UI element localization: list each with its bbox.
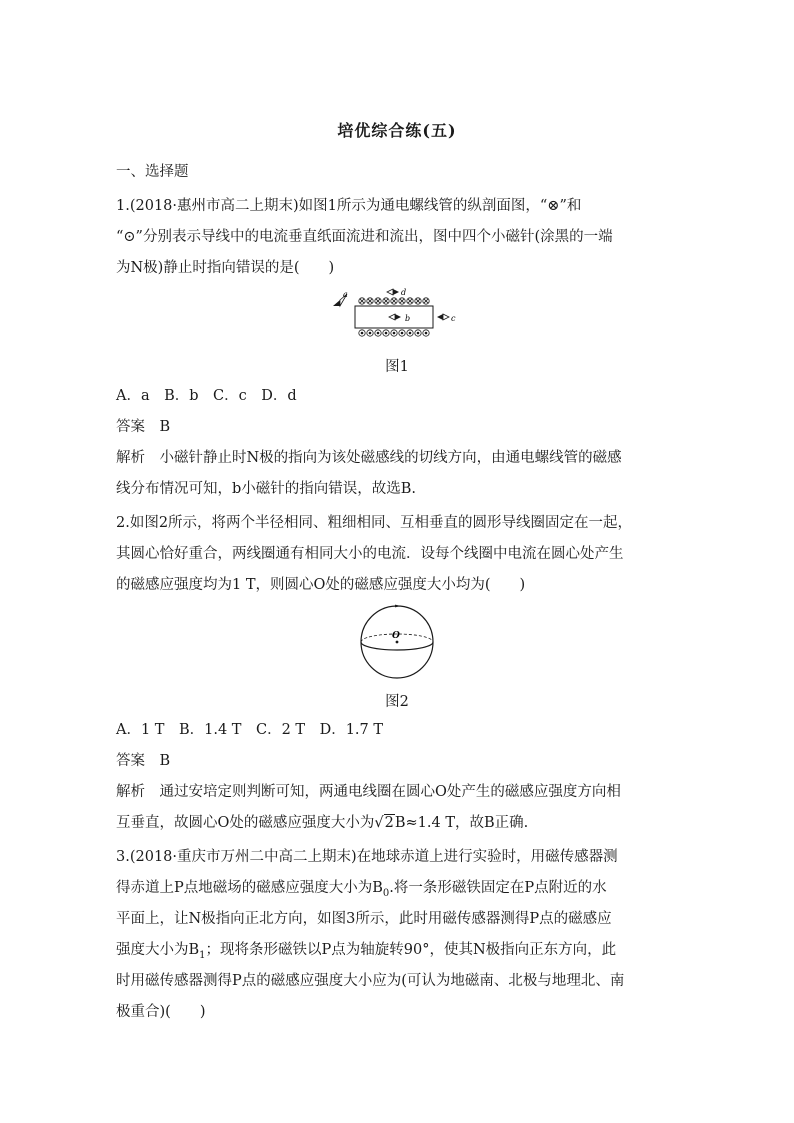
needle-c-label: c bbox=[451, 314, 456, 323]
q3-text-line: 3.(2018·重庆市万州二中高二上期末)在地球赤道上进行实验时，用磁传感器测 bbox=[116, 849, 618, 865]
q3-text-line: 平面上，让N极指向正北方向，如图3所示，此时用磁传感器测得P点的磁感应 bbox=[116, 911, 612, 927]
q2-text-line: 其圆心恰好重合，两线圈通有相同大小的电流．设每个线圈中电流在圆心处产生 bbox=[116, 546, 624, 562]
q3-text-line: 时用磁传感器测得P点的磁感应强度大小应为(可认为地磁南、北极与地理北、南 bbox=[116, 973, 625, 989]
needle-b-label: b bbox=[405, 314, 411, 323]
current-in-marks bbox=[359, 298, 429, 304]
section-heading: 一、选择题 bbox=[116, 164, 189, 180]
needle-d-label: d bbox=[401, 288, 407, 297]
q1-answer: 答案 B bbox=[116, 419, 171, 435]
figure-2-caption: 图2 bbox=[385, 694, 409, 710]
q1-text-line: 为N极)静止时指向错误的是( ) bbox=[116, 260, 335, 276]
needle-b bbox=[389, 314, 410, 323]
sqrt-radicand: 2 bbox=[384, 815, 394, 831]
sqrt-symbol: √ bbox=[374, 815, 384, 831]
q2-text-line: 的磁感应强度均为1 T，则圆心O处的磁感应强度大小均为( ) bbox=[116, 577, 526, 593]
q3-text: .将一条形磁铁固定在P点附近的水 bbox=[389, 880, 607, 896]
q2-analysis-line bbox=[116, 813, 686, 833]
solenoid-figure bbox=[325, 286, 475, 344]
current-out-marks bbox=[359, 330, 429, 336]
q3-text: 强度大小为B bbox=[116, 942, 200, 958]
solenoid-body bbox=[355, 306, 433, 328]
coils-figure bbox=[355, 600, 439, 684]
subscript: 0 bbox=[382, 887, 390, 899]
needle-a-label: a bbox=[343, 290, 348, 299]
needle-d bbox=[387, 288, 406, 297]
q2-answer: 答案 B bbox=[116, 753, 171, 769]
center-point bbox=[396, 641, 399, 644]
needle-c bbox=[437, 314, 456, 323]
q1-options: A．a B．b C．c D．d bbox=[116, 388, 297, 404]
q3-text: ；现将条形磁铁以P点为轴旋转90°，使其N极指向正东方向，此 bbox=[205, 942, 617, 958]
q2-options: A．1 T B．1.4 T C．2 T D．1.7 T bbox=[116, 722, 384, 738]
q3-text-line bbox=[116, 940, 686, 966]
q1-text-line: 1.(2018·惠州市高二上期末)如图1所示为通电螺线管的纵剖面图，“⊗”和 bbox=[116, 198, 582, 214]
q2-analysis-line: 解析 通过安培定则判断可知，两通电线圈在圆心O处产生的磁感应强度方向相 bbox=[116, 784, 621, 800]
q2-analysis-text: B≈1.4 T，故B正确. bbox=[394, 815, 529, 831]
q2-text-line: 2.如图2所示，将两个半径相同、粗细相同、互相垂直的圆形导线圈固定在一起， bbox=[116, 515, 633, 531]
q3-text: 得赤道上P点地磁场的磁感应强度大小为B bbox=[116, 880, 383, 896]
q1-text-line: “⊙”分别表示导线中的电流垂直纸面流进和流出，图中四个小磁针(涂黑的一端 bbox=[116, 229, 613, 245]
subscript: 1 bbox=[199, 949, 206, 961]
page-title: 培优综合练(五) bbox=[337, 121, 457, 140]
q3-text-line: 极重合)( ) bbox=[116, 1004, 206, 1020]
needle-a bbox=[333, 290, 348, 306]
q3-text-line bbox=[116, 878, 686, 904]
q1-analysis-line: 解析 小磁针静止时N极的指向为该处磁感线的切线方向，由通电螺线管的磁感 bbox=[116, 450, 622, 466]
q2-analysis-text: 互垂直，故圆心O处的磁感应强度大小为 bbox=[116, 815, 375, 831]
figure-1-caption: 图1 bbox=[385, 359, 409, 375]
q1-analysis-line: 线分布情况可知，b小磁针的指向错误，故选B. bbox=[116, 481, 417, 497]
center-label: O bbox=[392, 631, 400, 641]
